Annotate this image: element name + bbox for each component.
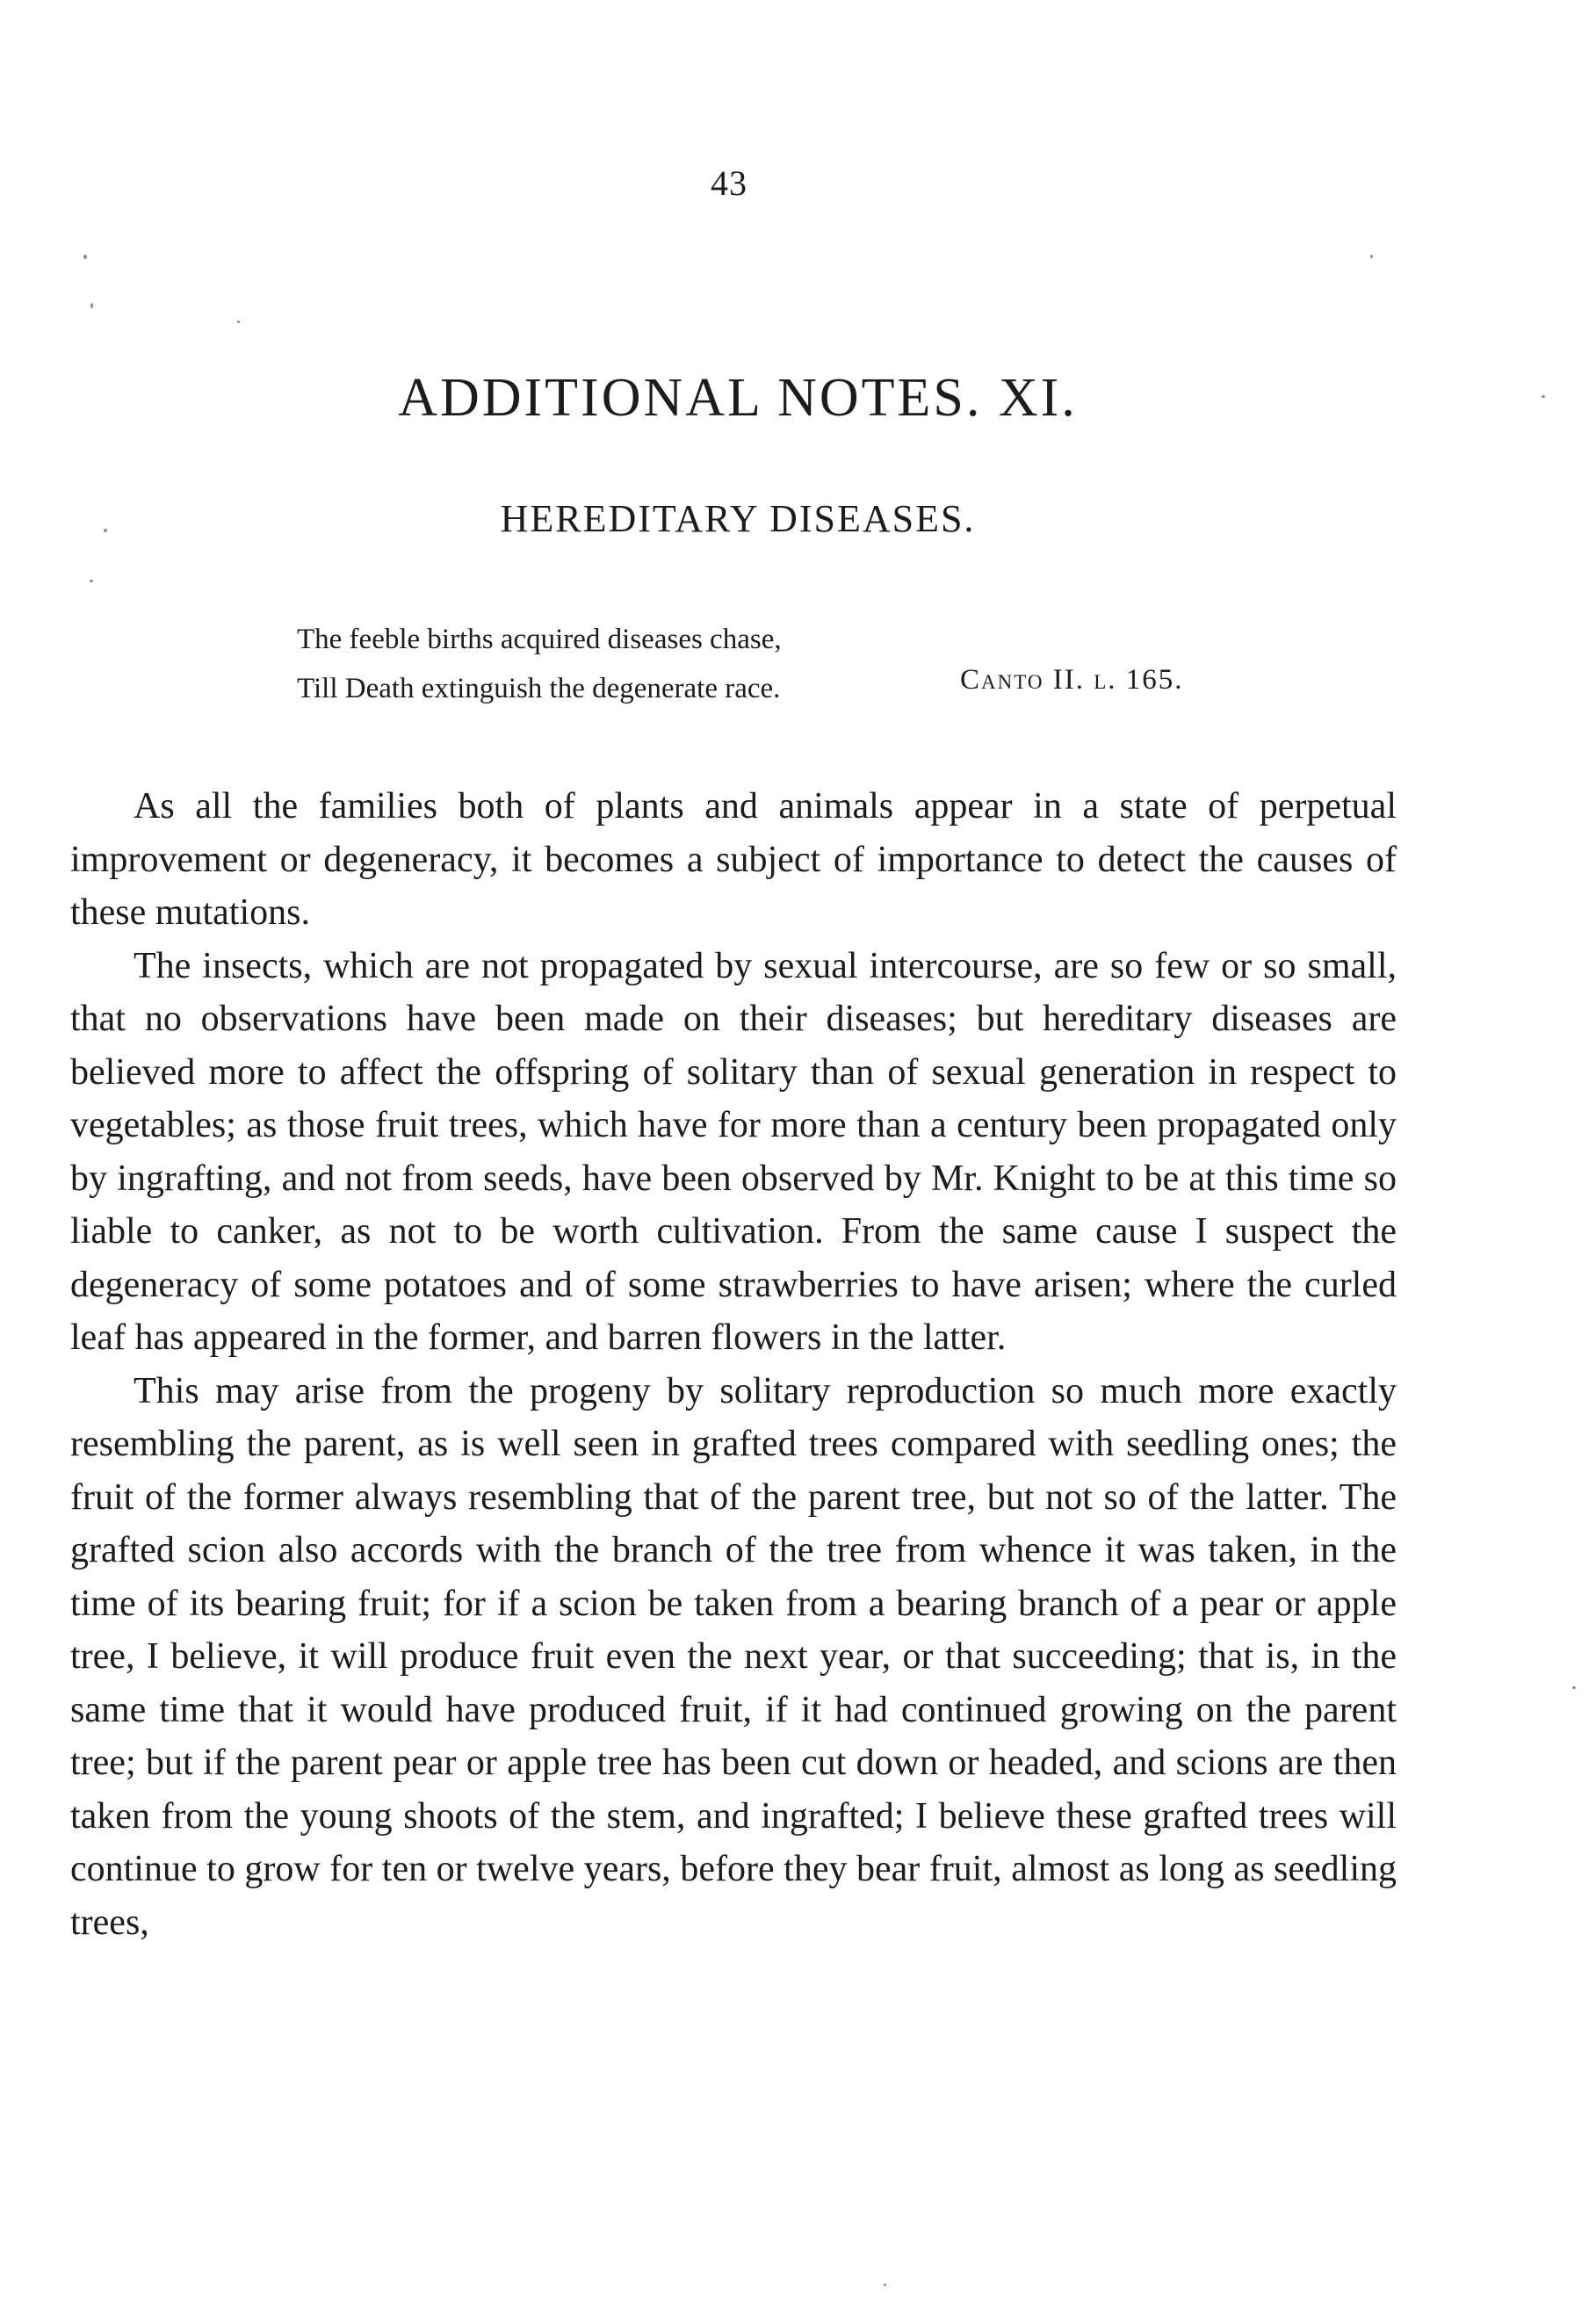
scan-speck	[104, 529, 107, 532]
section-title: ADDITIONAL NOTES. XI.	[398, 368, 1078, 428]
page-number: 43	[711, 163, 747, 203]
paragraph-2: The insects, which are not propagated by sexual intercourse, are so few or so small, that no observations have been made on their diseases; but hereditary diseases are believed more to affect the offspring of solitary than of sexual generation in respect to vegetables; as those fruit trees, which have for more than a century been propagated only by ingrafting, and not from seeds, have been observed by Mr. Knight to be at this time so liable to canker, as not to be worth cultivation. From the same cause I suspect the degeneracy of some potatoes and of some strawberries to have arisen; where the curled leaf has appeared in the former, and barren flowers in the latter.	[70, 945, 1397, 1358]
scan-speck	[90, 303, 93, 308]
scan-speck	[90, 580, 93, 582]
paragraph-3: This may arise from the progeny by solitary reproduction so much more exactly resembling the parent, as is well seen in grafted trees compared with seedling ones; the fruit of the former always resembling that of the parent tree, but not so of the latter. The grafted scion also accords with the branch of the tree from whence it was taken, in the time of its bearing fruit; for if a scion be taken from a bearing branch of a pear or apple tree, I believe, it will produce fruit even the next year, or that succeeding; that is, in the same time that it would have produced fruit, if it had continued growing on the parent tree; but if the parent pear or apple tree has been cut down or headed, and scions are then taken from the young shoots of the stem, and ingrafted; I believe these grafted trees will continue to grow for ten or twelve years, before they bear fruit, almost as long as seedling trees,	[70, 1370, 1397, 1943]
epigraph-citation	[960, 664, 1184, 696]
body-text	[70, 780, 1397, 1949]
scan-speck	[884, 2284, 886, 2286]
scan-speck	[1370, 255, 1373, 258]
scan-speck	[237, 321, 240, 323]
scan-speck	[83, 255, 87, 259]
section-subtitle: HEREDITARY DISEASES.	[500, 497, 976, 540]
paragraph-1: As all the families both of plants and animals appear in a state of perpetual improvement or degeneracy, it becomes a subject of importance to detect the causes of these mutations.	[70, 786, 1397, 933]
scan-speck	[1542, 395, 1545, 398]
citation-text: Canto II. l. 165.	[960, 664, 1184, 696]
epigraph-line-1: The feeble births acquired diseases chase,	[297, 624, 782, 655]
epigraph-line-2: Till Death extinguish the degenerate race.	[297, 673, 781, 704]
scan-speck	[1572, 1686, 1576, 1689]
